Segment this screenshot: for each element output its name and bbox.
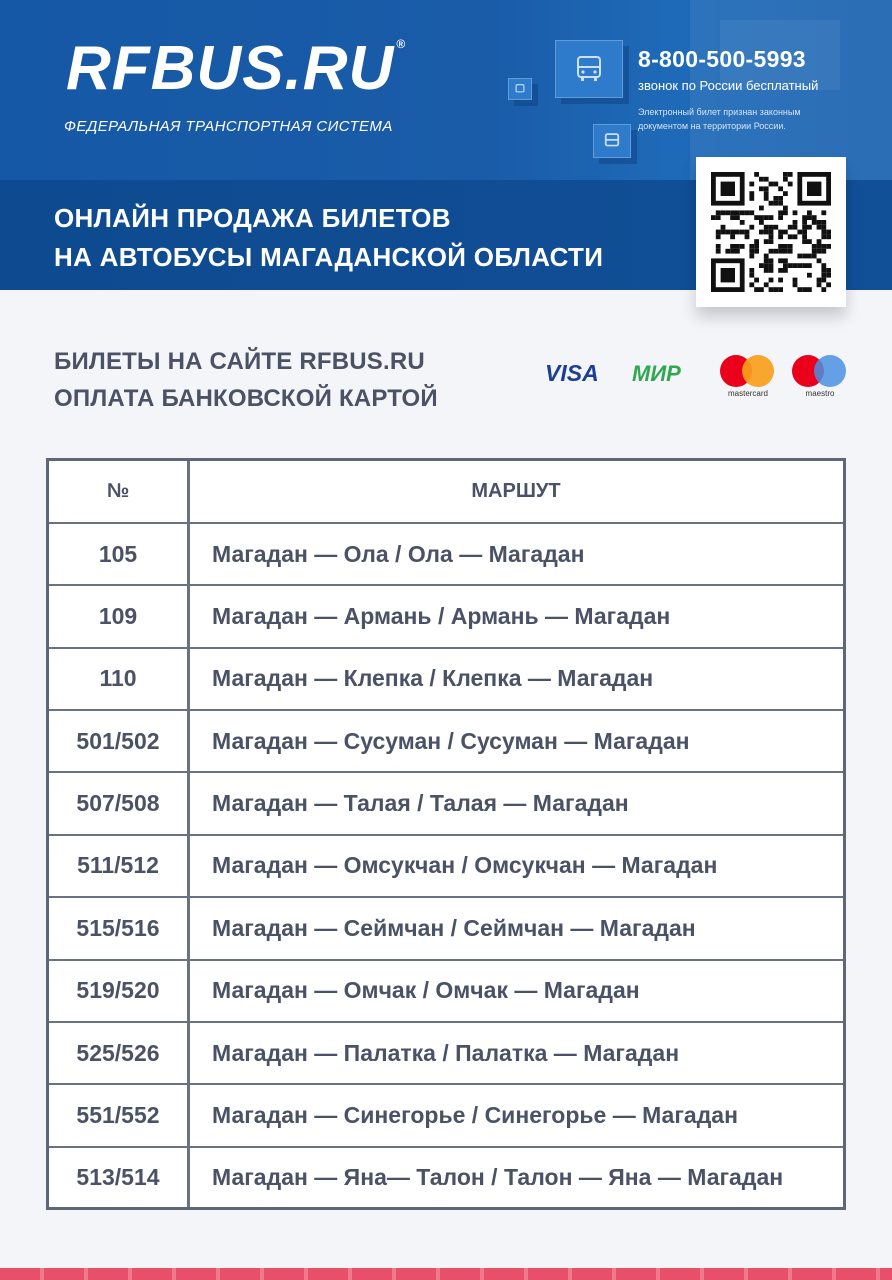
tickets-info: [54, 343, 438, 417]
bus-icon: [515, 84, 525, 94]
footer-stripe: [0, 1268, 892, 1280]
route-name: Магадан — Синегорье / Синегорье — Магадан: [189, 1084, 844, 1146]
registered-mark: ®: [396, 37, 407, 51]
route-number: 515/516: [49, 897, 189, 959]
route-name: Магадан — Сеймчан / Сеймчан — Магадан: [189, 897, 844, 959]
table-row: [49, 897, 843, 959]
table-row: [49, 648, 843, 710]
route-name: Магадан — Яна— Талон / Талон — Яна — Магадан: [189, 1147, 844, 1207]
legal-note: Электронный билет признан законным документом на территории России.: [638, 107, 801, 131]
route-number: 501/502: [49, 710, 189, 772]
route-name: Магадан — Армань / Армань — Магадан: [189, 585, 844, 647]
mir-logo: МИР: [632, 361, 681, 386]
bus-icon-tile: [593, 124, 631, 158]
brand-logo[interactable]: [66, 34, 407, 103]
qr-code-card[interactable]: [696, 157, 846, 307]
route-name: Магадан — Талая / Талая — Магадан: [189, 772, 844, 834]
bus-icon-tile: [555, 40, 623, 98]
table-row: [49, 960, 843, 1022]
route-name: Магадан — Сусуман / Сусуман — Магадан: [189, 710, 844, 772]
bus-icon: [604, 133, 620, 149]
visa-logo: VISA: [545, 360, 599, 386]
route-name: Магадан — Палатка / Палатка — Магадан: [189, 1022, 844, 1084]
brand-logo-text: RFBUS.RU: [66, 34, 395, 103]
tickets-info-line-1: БИЛЕТЫ НА САЙТЕ RFBUS.RU: [54, 348, 425, 375]
table-row: [49, 835, 843, 897]
route-number: 551/552: [49, 1084, 189, 1146]
table-header-row: [49, 461, 843, 523]
band-title: [54, 199, 603, 277]
bus-icon-tile: [508, 78, 532, 100]
maestro-logo: [792, 355, 848, 400]
qr-code-icon: [711, 172, 831, 292]
mastercard-orange-circle: [742, 355, 774, 387]
route-name: Магадан — Омсукчан / Омсукчан — Магадан: [189, 835, 844, 897]
bus-icon: [576, 55, 602, 83]
route-number: 110: [49, 648, 189, 710]
route-number: 513/514: [49, 1147, 189, 1207]
band-title-line-2: НА АВТОБУСЫ МАГАДАНСКОЙ ОБЛАСТИ: [54, 242, 604, 272]
table-row: [49, 1147, 843, 1207]
table-row: [49, 1022, 843, 1084]
route-number: 511/512: [49, 835, 189, 897]
phone-number[interactable]: 8-800-500-5993: [638, 46, 806, 72]
band-title-line-1: ОНЛАЙН ПРОДАЖА БИЛЕТОВ: [54, 203, 451, 233]
route-number: 109: [49, 585, 189, 647]
route-name: Магадан — Клепка / Клепка — Магадан: [189, 648, 844, 710]
brand-tagline: ФЕДЕРАЛЬНАЯ ТРАНСПОРТНАЯ СИСТЕМА: [64, 118, 393, 135]
table-row: [49, 523, 843, 585]
table-row: [49, 710, 843, 772]
route-number: 507/508: [49, 772, 189, 834]
maestro-blue-circle: [814, 355, 846, 387]
tickets-info-line-2: ОПЛАТА БАНКОВСКОЙ КАРТОЙ: [54, 385, 438, 412]
table-row: [49, 772, 843, 834]
table-row: [49, 585, 843, 647]
mastercard-logo: [720, 355, 776, 400]
header-number: №: [49, 461, 189, 523]
route-number: 525/526: [49, 1022, 189, 1084]
route-name: Магадан — Омчак / Омчак — Магадан: [189, 960, 844, 1022]
phone-note: звонок по России бесплатный: [638, 78, 819, 93]
route-number: 519/520: [49, 960, 189, 1022]
header-route: МАРШУТ: [189, 461, 844, 523]
route-number: 105: [49, 523, 189, 585]
table-row: [49, 1084, 843, 1146]
mastercard-caption: mastercard: [727, 389, 768, 398]
maestro-caption: maestro: [805, 389, 835, 398]
route-name: Магадан — Ола / Ола — Магадан: [189, 523, 844, 585]
routes-table: [46, 458, 846, 1210]
header: [0, 0, 892, 180]
